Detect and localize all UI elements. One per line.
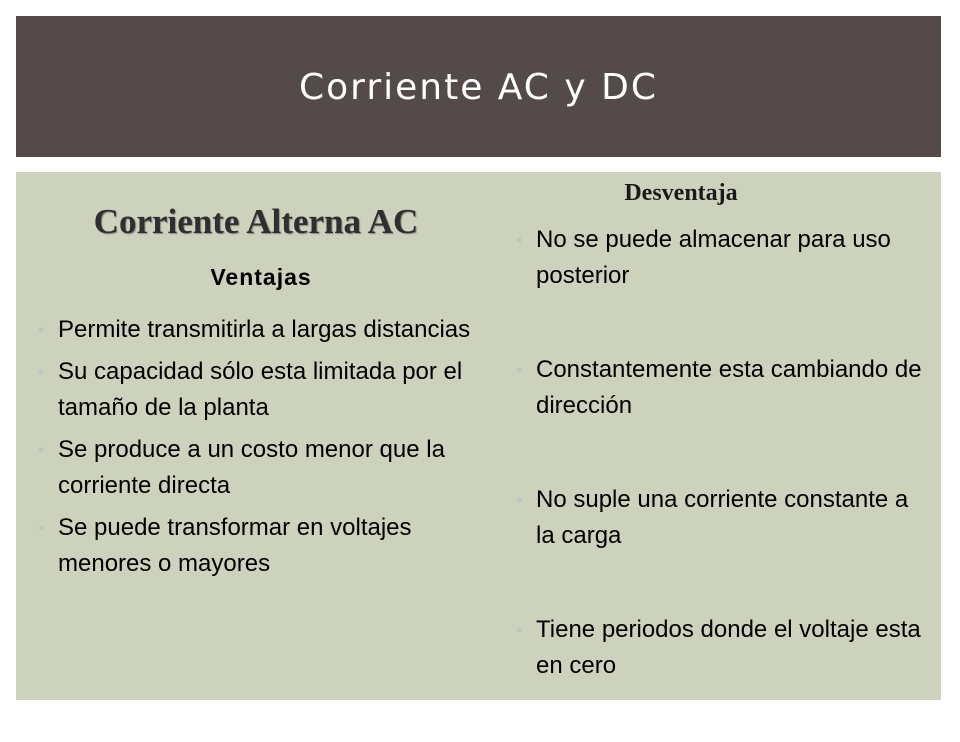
bullet-icon: • <box>516 360 523 380</box>
title-bar <box>16 16 941 157</box>
list-item-text: Se puede transformar en voltajes menores o mayores <box>58 514 412 577</box>
bullet-icon: • <box>516 490 523 510</box>
list-item-text: No suple una corriente constante a la carga <box>536 486 909 549</box>
list-item <box>32 510 492 582</box>
list-item <box>32 354 492 426</box>
bullet-icon: • <box>38 320 45 340</box>
list-item <box>32 312 492 348</box>
list-item <box>510 612 930 684</box>
ac-heading: Corriente Alterna AC <box>93 202 419 241</box>
slide-title: Corriente AC y DC <box>299 67 658 108</box>
bullet-icon: • <box>516 620 523 640</box>
bullet-icon: • <box>38 362 45 382</box>
list-item-text: Su capacidad sólo esta limitada por el tamaño de la planta <box>58 358 463 421</box>
bullet-icon: • <box>38 518 45 538</box>
list-item <box>510 482 930 554</box>
list-item-text: Constantemente esta cambiando de dirección <box>536 356 922 419</box>
list-item-text: Se produce a un costo menor que la corriente directa <box>58 436 445 499</box>
disadvantages-list <box>510 222 930 742</box>
list-item-text: Permite transmitirla a largas distancias <box>58 316 471 343</box>
list-item <box>510 222 930 294</box>
disadvantages-heading: Desventaja <box>624 180 738 206</box>
advantages-heading: Ventajas <box>210 264 312 290</box>
list-item <box>32 432 492 504</box>
bullet-icon: • <box>38 440 45 460</box>
list-item-text: Tiene periodos donde el voltaje esta en cero <box>536 616 921 679</box>
list-item-text: No se puede almacenar para uso posterior <box>536 226 891 289</box>
advantages-list <box>32 312 492 588</box>
list-item <box>510 352 930 424</box>
bullet-icon: • <box>516 230 523 250</box>
content-panel <box>16 172 941 700</box>
